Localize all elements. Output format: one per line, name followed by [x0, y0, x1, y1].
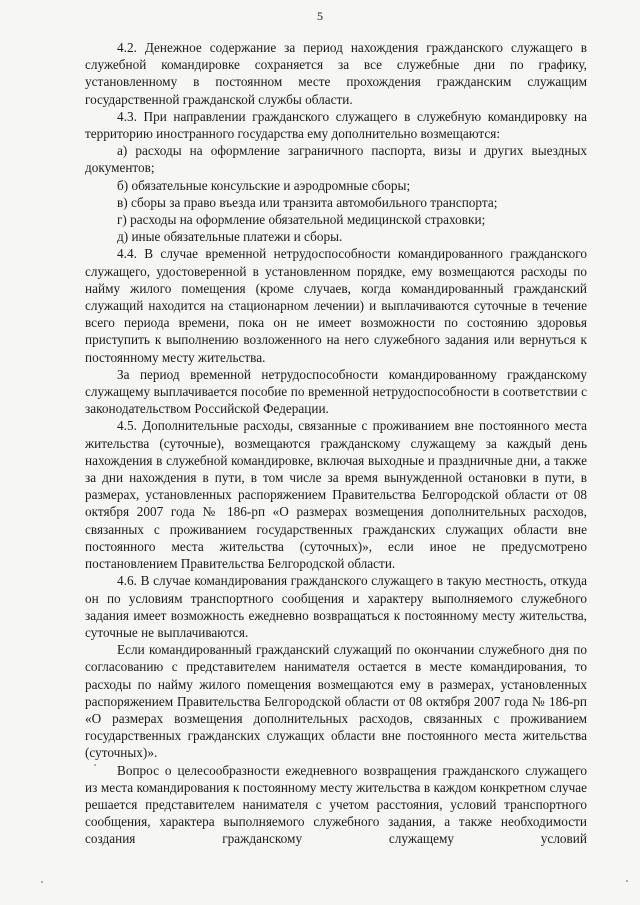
paragraph-4-6-final: Вопрос о целесообразности ежедневного возвращения гражданского служащего из места командирования к постоянному месту жительства в каждом конкретном случае решается представителем нанимателя с учетом расстояния, условий транспортного сообщения, характера выполняемого служебного задания, а также необходимости создания гражданскому служащему условий [85, 762, 587, 847]
list-item-b: б) обязательные консульские и аэродромные сборы; [117, 177, 411, 193]
scan-speck [94, 764, 96, 766]
paragraph-4-4: 4.4. В случае временной нетрудоспособности командированного гражданского служащего, удостоверенной в установленном порядке, ему возмещаются расходы по найму жилого помещения (кроме случаев, когда командированный гражданский служащий находится на стационарном лечении) и выплачиваются суточные в течение всего периода времени, пока он не имеет возможности по состоянию здоровья приступить к выполнению возложенного на него служебного задания или вернуться к постоянному месту жительства. [85, 246, 587, 365]
paragraph-4-3: 4.3. При направлении гражданского служащего в служебную командировку на территорию иностранного государства ему дополнительно возмещаются: [85, 108, 587, 142]
paragraph-4-6-continued: Если командированный гражданский служащий по окончании служебного дня по согласованию с представителем нанимателя остается в месте командирования, то расходы по найму жилого помещения возмещаются ему в размерах, установленных распоряжением Правительства Белгородской области от 08 октября 2007 года № 186-рп «О размерах возмещения дополнительных расходов, связанных с проживанием государственных гражданских служащих области вне постоянного места жительства (суточных)». [85, 642, 587, 761]
list-item-g: г) расходы на оформление обязательной медицинской страховки; [117, 212, 486, 228]
paragraph-4-2: 4.2. Денежное содержание за период нахождения гражданского служащего в служебной командировке сохраняется за все служебные дни по графику, установленному в постоянном месте прохождения гражданским служащим государственной гражданской службы области. [85, 40, 587, 107]
list-item-v: в) сборы за право въезда или транзита автомобильного транспорта; [117, 194, 498, 210]
paragraph-4-5: 4.5. Дополнительные расходы, связанные с проживанием вне постоянного места жительства (суточные), возмещаются гражданскому служащему за каждый день нахождения в служебной командировке, включая выходные и праздничные дни, а также за дни нахождения в пути, в том числе за время вынужденной остановки в пути, в размерах, установленных распоряжением Правительства Белгородской области от 08 октября 2007 года № 186-рп «О размерах возмещения дополнительных расходов, связанных с проживанием государственных гражданских служащих области вне постоянного места жительства (суточных)», если иное не предусмотрено постановлением Правительства Белгородской области. [85, 418, 587, 572]
scan-speck [626, 880, 628, 882]
list-item-d: д) иные обязательные платежи и сборы. [117, 229, 343, 245]
paragraph-4-4-continued: За период временной нетрудоспособности командированному гражданскому служащему выплачивается пособие по временной нетрудоспособности в соответствии с законодательством Российской Федерации. [85, 366, 587, 417]
page-number: 5 [317, 9, 323, 23]
paragraph-4-6: 4.6. В случае командирования гражданского служащего в такую местность, откуда он по условиям транспортного сообщения и характеру выполняемого служебного задания имеет возможность ежедневно возвращаться к постоянному месту жительства, суточные не выплачиваются. [85, 573, 587, 640]
scan-speck [41, 881, 43, 883]
document-body [85, 39, 587, 848]
list-item-a: а) расходы на оформление заграничного паспорта, визы и других выездных документов; [85, 143, 587, 176]
